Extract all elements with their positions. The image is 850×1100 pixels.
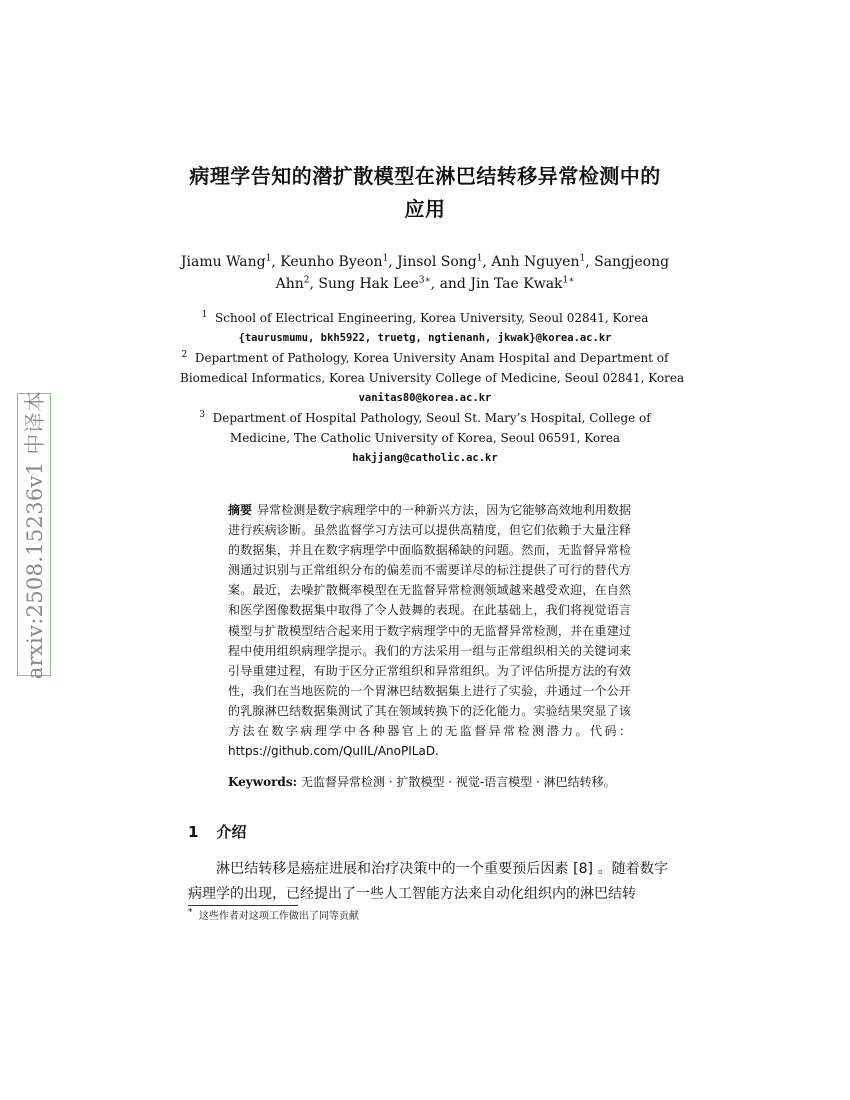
arxiv-stamp-text: arxiv:2508.15236v1 中译本	[23, 390, 47, 679]
section-number: 1	[188, 823, 199, 841]
affiliation-email: hakjjang@catholic.ac.kr	[352, 452, 498, 464]
author-sep: ,	[388, 254, 398, 270]
author-sup: 3∗	[418, 275, 431, 286]
affiliation-line	[180, 308, 670, 328]
abstract-text: 异常检测是数字病理学中的一种新兴方法，因为它能够高效地利用数据进行疾病诊断。虽然监督学习方法可以提供高精度，但它们依赖于大量注释的数据集，并且在数字病理学中面临数据稀缺的问题。然而，无监督异常检测通过识别与正常组织分布的偏差而不需要详尽的标注提供了可行的替代方案。最近，去噪扩散概率模型在无监督异常检测领域越来越受欢迎，在自然和医学图像数据集中取得了令人鼓舞的表现。在此基础上，我们将视觉语言模型与扩散模型结合起来用于数字病理学中的无监督异常检测，并在重建过程中使用组织病理学提示。我们的方法采用一组与正常组织相关的关键词来引导重建过程，有助于区分正常组织和异常组织。为了评估所提方法的有效性，我们在当地医院的一个胃淋巴结数据集上进行了实验，并通过一个公开的乳腺淋巴结数据集测试了其在领域转换下的泛化能力。实验结果突显了该方法在数字病理学中各种器官上的无监督异常检测潜力。代码：https://github.com/QuIIL/AnoPILaD.	[228, 503, 631, 759]
affiliation-text: Department of Pathology, Korea University Anam Hospital and Department of	[194, 351, 669, 365]
paper-title	[150, 160, 700, 226]
affiliation-sup: 1	[201, 310, 208, 320]
author-name: Sung Hak Lee	[318, 276, 419, 292]
keywords-label: Keywords:	[228, 775, 298, 789]
title-line-1: 病理学告知的潜扩散模型在淋巴结转移异常检测中的	[189, 164, 661, 188]
author-line-2	[180, 273, 670, 295]
title-line-2: 应用	[404, 197, 446, 221]
author-name: Anh Nguyen	[491, 254, 580, 270]
intro-paragraph: 淋巴结转移是癌症进展和治疗决策中的一个重要预后因素 [8] 。随着数字病理学的出现，已经提出了一些人工智能方法来自动化组织内的淋巴结转	[188, 861, 668, 902]
affiliation-text: Department of Hospital Pathology, Seoul St. Mary’s Hospital, College of	[212, 411, 651, 425]
author-sup: 1	[265, 253, 272, 264]
author-name: Ahn	[275, 276, 304, 292]
author-sep: ,	[482, 254, 492, 270]
footnote	[188, 909, 359, 925]
footnote-rule	[188, 905, 298, 906]
author-name: Keunho Byeon	[280, 254, 383, 270]
affiliation-sup: 3	[199, 410, 205, 420]
author-sep: , and	[430, 276, 471, 292]
author-sup: 1	[476, 253, 483, 264]
affiliation-email: vanitas80@korea.ac.kr	[358, 392, 492, 404]
section-title: 介绍	[216, 823, 247, 841]
author-name: Sangjeong	[594, 254, 670, 270]
author-list	[180, 251, 670, 295]
author-sep: ,	[309, 276, 319, 292]
keywords-text: 无监督异常检测 · 扩散模型 · 视觉-语言模型 · 淋巴结转移。	[301, 775, 616, 789]
author-sup: 1	[579, 253, 586, 264]
affiliation-text: School of Electrical Engineering, Korea University, Seoul 02841, Korea	[215, 311, 649, 325]
author-sup: 1	[382, 253, 389, 264]
author-sep: ,	[271, 254, 281, 270]
abstract-label: 摘要	[228, 503, 253, 517]
affiliation-line: Biomedical Informatics, Korea University College of Medicine, Seoul 02841, Korea	[180, 371, 685, 385]
author-sep: ,	[585, 254, 595, 270]
affiliation-sup: 2	[181, 350, 188, 360]
author-name: Jin Tae Kwak	[470, 276, 563, 292]
footnote-mark: *	[188, 907, 193, 918]
author-name: Jiamu Wang	[180, 254, 266, 270]
affiliation-line	[180, 348, 670, 368]
arxiv-stamp	[17, 390, 51, 679]
section-heading	[188, 821, 246, 843]
affiliation-line	[180, 408, 670, 428]
author-sup: 1∗	[562, 275, 575, 286]
author-sup: 2	[303, 275, 310, 286]
keywords	[228, 772, 648, 792]
author-name: Jinsol Song	[397, 254, 477, 270]
affiliation-email: {taurusmumu, bkh5922, truetg, ngtienanh, jkwak}@korea.ac.kr	[238, 332, 612, 344]
author-line-1	[180, 251, 670, 273]
affiliation-line: Medicine, The Catholic University of Korea, Seoul 06591, Korea	[229, 431, 621, 445]
abstract	[228, 500, 631, 761]
footnote-text: 这些作者对这项工作做出了同等贡献	[198, 911, 359, 922]
affiliations	[180, 308, 685, 468]
